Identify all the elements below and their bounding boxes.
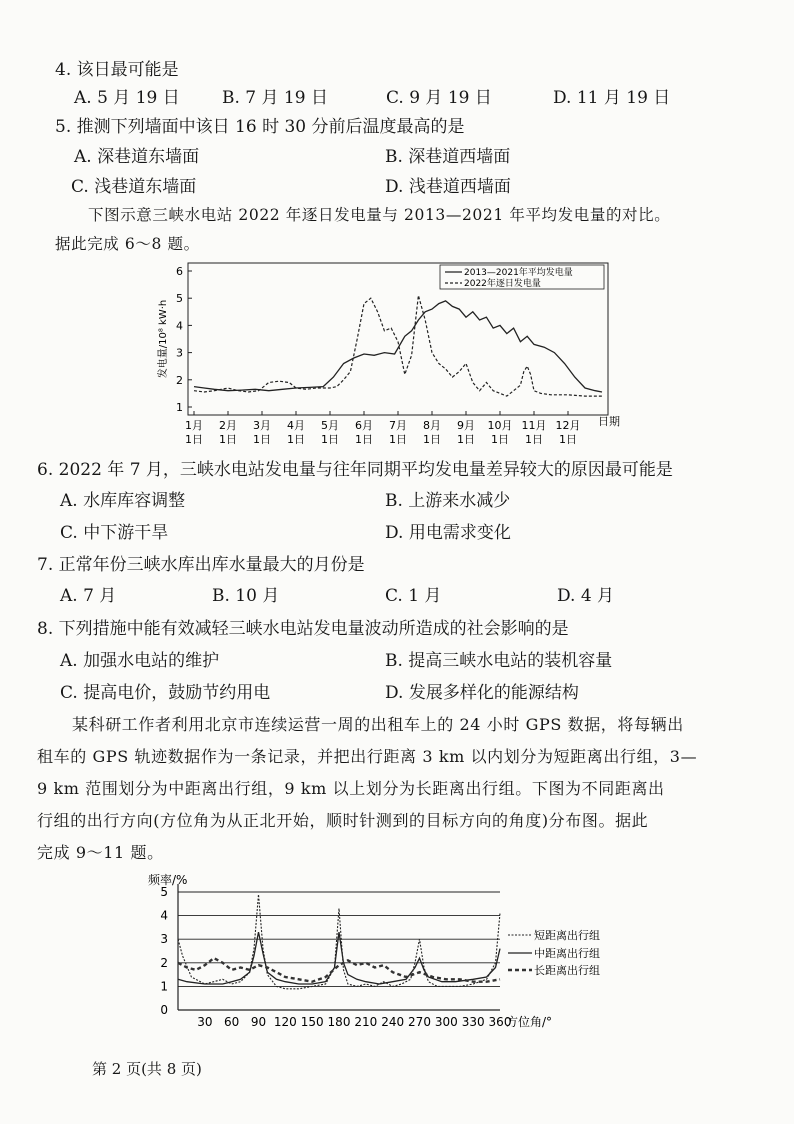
q7-stem: 7. 正常年份三峡水库出库水量最大的月份是	[37, 555, 365, 575]
chart1-xtick-label: 1日	[355, 433, 373, 446]
chart1-ytick-label: 1	[176, 401, 183, 414]
chart2-series-short	[178, 894, 500, 988]
chart1-xtick-label: 1日	[457, 433, 475, 446]
q6-option-b: B. 上游来水减少	[385, 491, 511, 511]
chart1-ytick-label: 5	[176, 292, 183, 306]
chart1-ylabel: 发电量/10⁸ kW·h	[158, 299, 169, 379]
chart2-legend-long: 长距离出行组	[534, 964, 600, 977]
q5-option-d: D. 浅巷道西墙面	[385, 177, 511, 197]
q6-option-a: A. 水库库容调整	[60, 491, 186, 511]
taxi-direction-chart	[140, 870, 660, 1035]
q4-option-a: A. 5 月 19 日	[74, 88, 180, 108]
q8-option-d: D. 发展多样化的能源结构	[385, 683, 579, 703]
chart2-xtick-label: 180	[327, 1015, 351, 1029]
q8-option-a: A. 加强水电站的维护	[60, 651, 220, 671]
chart1-xtick-label: 2月	[219, 419, 237, 432]
q8-option-b: B. 提高三峡水电站的装机容量	[385, 651, 613, 671]
chart2-xtick-label: 330	[461, 1015, 485, 1029]
chart2-xtick-label: 150	[300, 1015, 324, 1029]
chart1-ytick-label: 4	[176, 319, 183, 333]
intro2-line5: 完成 9～11 题。	[37, 843, 164, 862]
q5-option-c: C. 浅巷道东墙面	[71, 177, 197, 197]
q5-option-a: A. 深巷道东墙面	[74, 147, 200, 167]
chart1-xtick-label: 6月	[355, 419, 373, 432]
intro2-line1: 某科研工作者利用北京市连续运营一周的出租车上的 24 小时 GPS 数据，将每辆出	[72, 715, 684, 734]
chart2-ytick-label: 3	[160, 932, 168, 947]
chart1-series-average	[194, 301, 602, 392]
chart1-xtick-label: 10月	[487, 419, 513, 432]
chart2-xtick-label: 60	[224, 1015, 240, 1029]
chart1-xtick-label: 1日	[491, 433, 509, 446]
intro1-line2: 据此完成 6～8 题。	[55, 235, 200, 253]
chart2-xtick-label: 270	[408, 1015, 431, 1029]
q5-option-b: B. 深巷道西墙面	[385, 147, 511, 167]
chart1-xtick-label: 9月	[457, 419, 475, 432]
chart2-xtick-label: 120	[273, 1015, 297, 1029]
chart1-xtick-label: 3月	[253, 419, 271, 432]
q7-option-d: D. 4 月	[557, 586, 615, 606]
q6-option-d: D. 用电需求变化	[385, 523, 511, 543]
intro2-line4: 行组的出行方向(方位角为从正北开始，顺时针测到的目标方向的角度)分布图。据此	[37, 811, 649, 830]
chart1-xtick-label: 1日	[525, 433, 543, 446]
hydropower-chart	[150, 255, 620, 455]
q8-stem: 8. 下列措施中能有效减轻三峡水电站发电量波动所造成的社会影响的是	[37, 619, 569, 639]
chart2-legend-short: 短距离出行组	[534, 929, 600, 942]
chart2-xtick-label: 300	[434, 1015, 458, 1029]
q7-option-a: A. 7 月	[60, 586, 117, 606]
chart1-xtick-label: 1日	[321, 433, 339, 446]
q4-stem: 4. 该日最可能是	[55, 60, 179, 80]
chart2-ytick-label: 1	[160, 979, 168, 994]
chart1-xtick-label: 1日	[253, 433, 271, 446]
chart1-xtick-label: 8月	[423, 419, 441, 432]
chart1-ytick-label: 3	[176, 346, 183, 360]
q7-option-b: B. 10 月	[212, 586, 280, 606]
chart2-ytick-label: 2	[160, 955, 168, 970]
intro1-line1: 下图示意三峡水电站 2022 年逐日发电量与 2013—2021 年平均发电量的对比。	[88, 206, 671, 224]
chart1-legend-average: 2013—2021年平均发电量	[464, 268, 573, 278]
chart2-xtick-label: 240	[381, 1015, 405, 1029]
intro2-line3: 9 km 范围划分为中距离出行组，9 km 以上划分为长距离出行组。下图为不同距离出	[37, 779, 665, 798]
chart1-xtick-label: 1日	[423, 433, 441, 446]
chart1-xtick-label: 1日	[219, 433, 237, 446]
chart2-series-medium	[178, 932, 500, 984]
chart1-xtick-label: 7月	[389, 419, 407, 432]
chart1-ytick-label: 2	[176, 373, 183, 387]
chart2-xtick-label: 210	[354, 1015, 378, 1029]
q6-option-c: C. 中下游干旱	[60, 523, 169, 543]
q7-option-c: C. 1 月	[385, 586, 442, 606]
q5-stem: 5. 推测下列墙面中该日 16 时 30 分前后温度最高的是	[55, 117, 465, 137]
intro2-line2: 租车的 GPS 轨迹数据作为一条记录，并把出行距离 3 km 以内划分为短距离出行组，3—	[37, 747, 698, 766]
chart2-ytick-label: 0	[160, 1003, 168, 1017]
chart2-ytick-label: 4	[160, 908, 168, 923]
chart1-xtick-label: 5月	[321, 419, 339, 432]
chart2-ylabel: 频率/%	[148, 873, 188, 887]
page-footer: 第 2 页(共 8 页)	[92, 1060, 202, 1078]
q8-option-c: C. 提高电价，鼓励节约用电	[60, 683, 271, 703]
chart2-legend-medium: 中距离出行组	[534, 947, 600, 960]
chart1-ytick-label: 6	[176, 265, 183, 278]
chart2-ytick-label: 5	[160, 885, 168, 899]
chart1-xtick-label: 1日	[287, 433, 305, 446]
chart1-xtick-label: 1日	[185, 433, 203, 446]
q6-stem: 6. 2022 年 7 月，三峡水电站发电量与往年同期平均发电量差异较大的原因最可能是	[37, 460, 673, 480]
chart1-xtick-label: 1日	[559, 433, 577, 446]
chart2-xtick-label: 90	[250, 1015, 267, 1029]
chart1-xlabel: 日期	[598, 415, 620, 428]
q4-option-b: B. 7 月 19 日	[222, 88, 328, 108]
chart1-xtick-label: 1日	[389, 433, 407, 446]
chart2-xlabel: 方位角/°	[506, 1015, 553, 1029]
chart2-series-long	[178, 958, 500, 982]
q4-option-d: D. 11 月 19 日	[553, 88, 671, 108]
chart2-xtick-label: 360	[488, 1015, 512, 1029]
chart1-xtick-label: 4月	[287, 419, 305, 432]
q4-option-c: C. 9 月 19 日	[386, 88, 492, 108]
chart1-xtick-label: 1月	[185, 419, 203, 432]
chart1-xtick-label: 12月	[555, 419, 581, 432]
chart1-xtick-label: 11月	[521, 419, 547, 432]
chart2-xtick-label: 30	[197, 1015, 213, 1029]
chart1-legend-2022: 2022年逐日发电量	[464, 279, 541, 289]
